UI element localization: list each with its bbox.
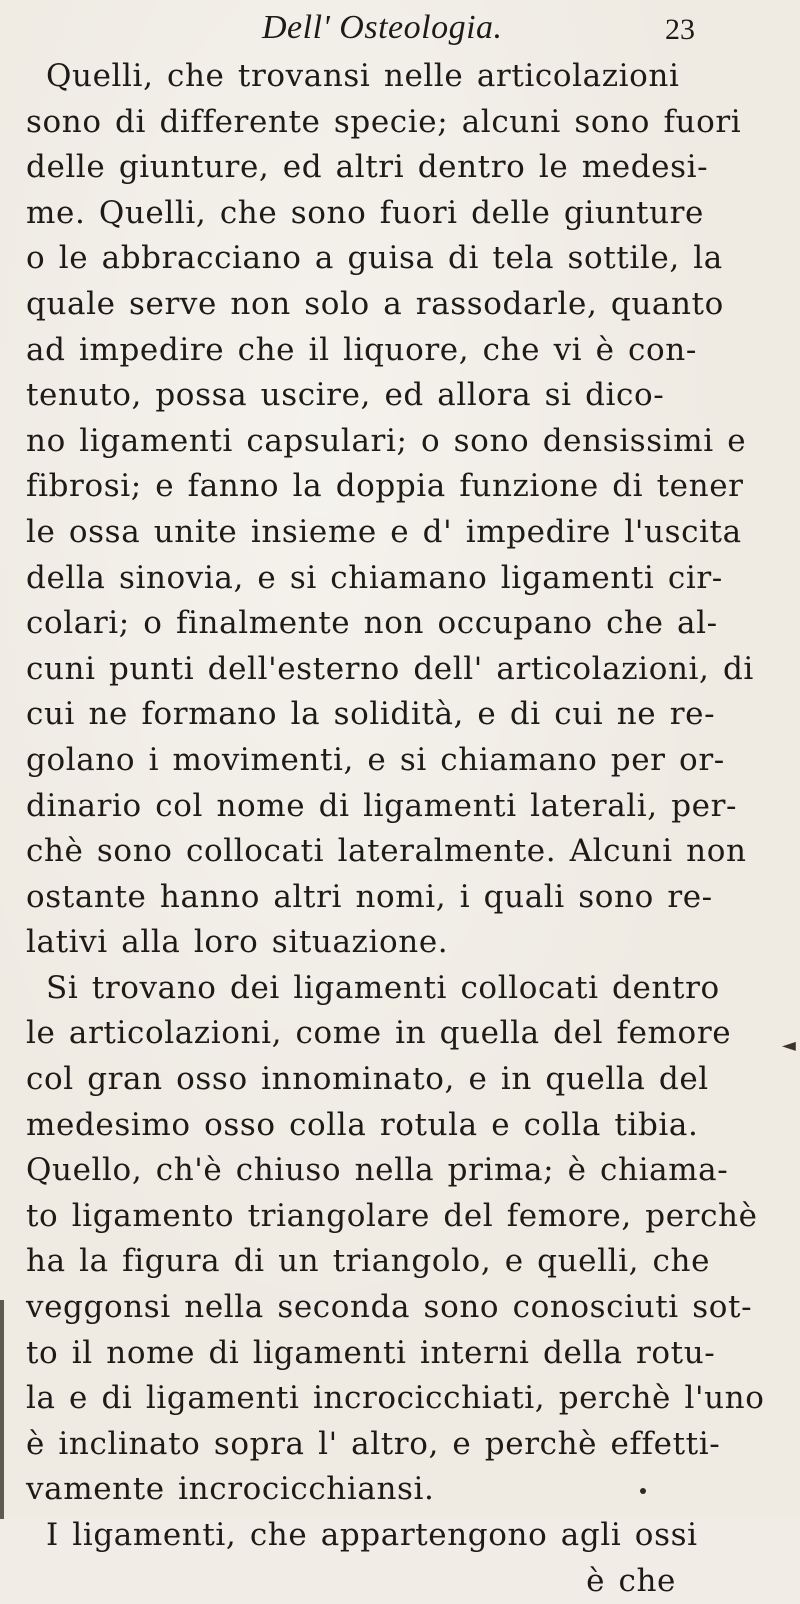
text-line: ha la figura di un triangolo, e quelli, che bbox=[26, 1243, 711, 1280]
text-line: cuni punti dell'esterno dell' articolazioni, di bbox=[26, 650, 754, 687]
text-line: la e di ligamenti incrocicchiati, perchè l'uno bbox=[26, 1380, 765, 1417]
ink-dot bbox=[640, 1488, 646, 1494]
text-line: medesimo osso colla rotula e colla tibia. bbox=[26, 1106, 699, 1143]
text-line: ad impedire che il liquore, che vi è con- bbox=[26, 331, 697, 368]
text-line: I ligamenti, che appartengono agli ossi bbox=[46, 1517, 698, 1553]
text-line: le articolazioni, come in quella del femore bbox=[26, 1015, 732, 1052]
page-edge-shadow bbox=[0, 1300, 4, 1519]
text-line: veggonsi nella seconda sono conosciuti sot- bbox=[26, 1289, 753, 1326]
text-line: dinario col nome di ligamenti laterali, per- bbox=[26, 787, 738, 824]
text-line: chè sono collocati lateralmente. Alcuni non bbox=[26, 833, 747, 870]
text-line: delle giunture, ed altri dentro le medesi- bbox=[26, 149, 709, 186]
text-line: della sinovia, e si chiamano ligamenti cir- bbox=[26, 559, 723, 596]
text-line: cui ne formano la solidità, e di cui ne re- bbox=[26, 696, 716, 733]
body-text bbox=[26, 54, 786, 1604]
text-line: è inclinato sopra l' altro, e perchè effetti- bbox=[26, 1425, 721, 1462]
text-line: colari; o finalmente non occupano che al- bbox=[26, 605, 718, 642]
catchword-line: è che bbox=[586, 1562, 676, 1599]
text-line: lativi alla loro situazione. bbox=[26, 924, 449, 961]
text-line: Quelli, che trovansi nelle articolazioni bbox=[46, 58, 680, 94]
text-line: to il nome di ligamenti interni della rotu- bbox=[26, 1334, 716, 1371]
text-line: le ossa unite insieme e d' impedire l'uscita bbox=[26, 513, 742, 550]
text-line: Si trovano dei ligamenti collocati dentro bbox=[46, 969, 720, 1006]
text-line: o le abbracciano a guisa di tela sottile, la bbox=[26, 240, 723, 277]
text-line: golano i movimenti, e si chiamano per or- bbox=[26, 741, 725, 778]
text-line: to ligamento triangolare del femore, perchè bbox=[26, 1197, 758, 1234]
text-line: me. Quelli, che sono fuori delle giunture bbox=[26, 194, 704, 231]
text-line: sono di differente specie; alcuni sono fuori bbox=[26, 103, 742, 140]
text-line: quale serve non solo a rassodarle, quanto bbox=[26, 285, 724, 322]
text-line: Quello, ch'è chiuso nella prima; è chiama- bbox=[26, 1152, 729, 1189]
text-line: no ligamenti capsulari; o sono densissimi e bbox=[26, 422, 747, 459]
text-line: ostante hanno altri nomi, i quali sono re- bbox=[26, 878, 713, 915]
text-line: vamente incrocicchiansi. bbox=[26, 1471, 435, 1508]
running-head-title: Dell' Osteologia. bbox=[262, 9, 503, 46]
running-head bbox=[0, 6, 800, 52]
text-line: col gran osso innominato, e in quella del bbox=[26, 1061, 709, 1098]
text-line: fibrosi; e fanno la doppia funzione di tener bbox=[26, 468, 744, 505]
text-line: tenuto, possa uscire, ed allora si dico- bbox=[26, 377, 665, 414]
page-number: 23 bbox=[665, 13, 695, 46]
margin-mark-icon: ◄ bbox=[782, 1035, 796, 1056]
